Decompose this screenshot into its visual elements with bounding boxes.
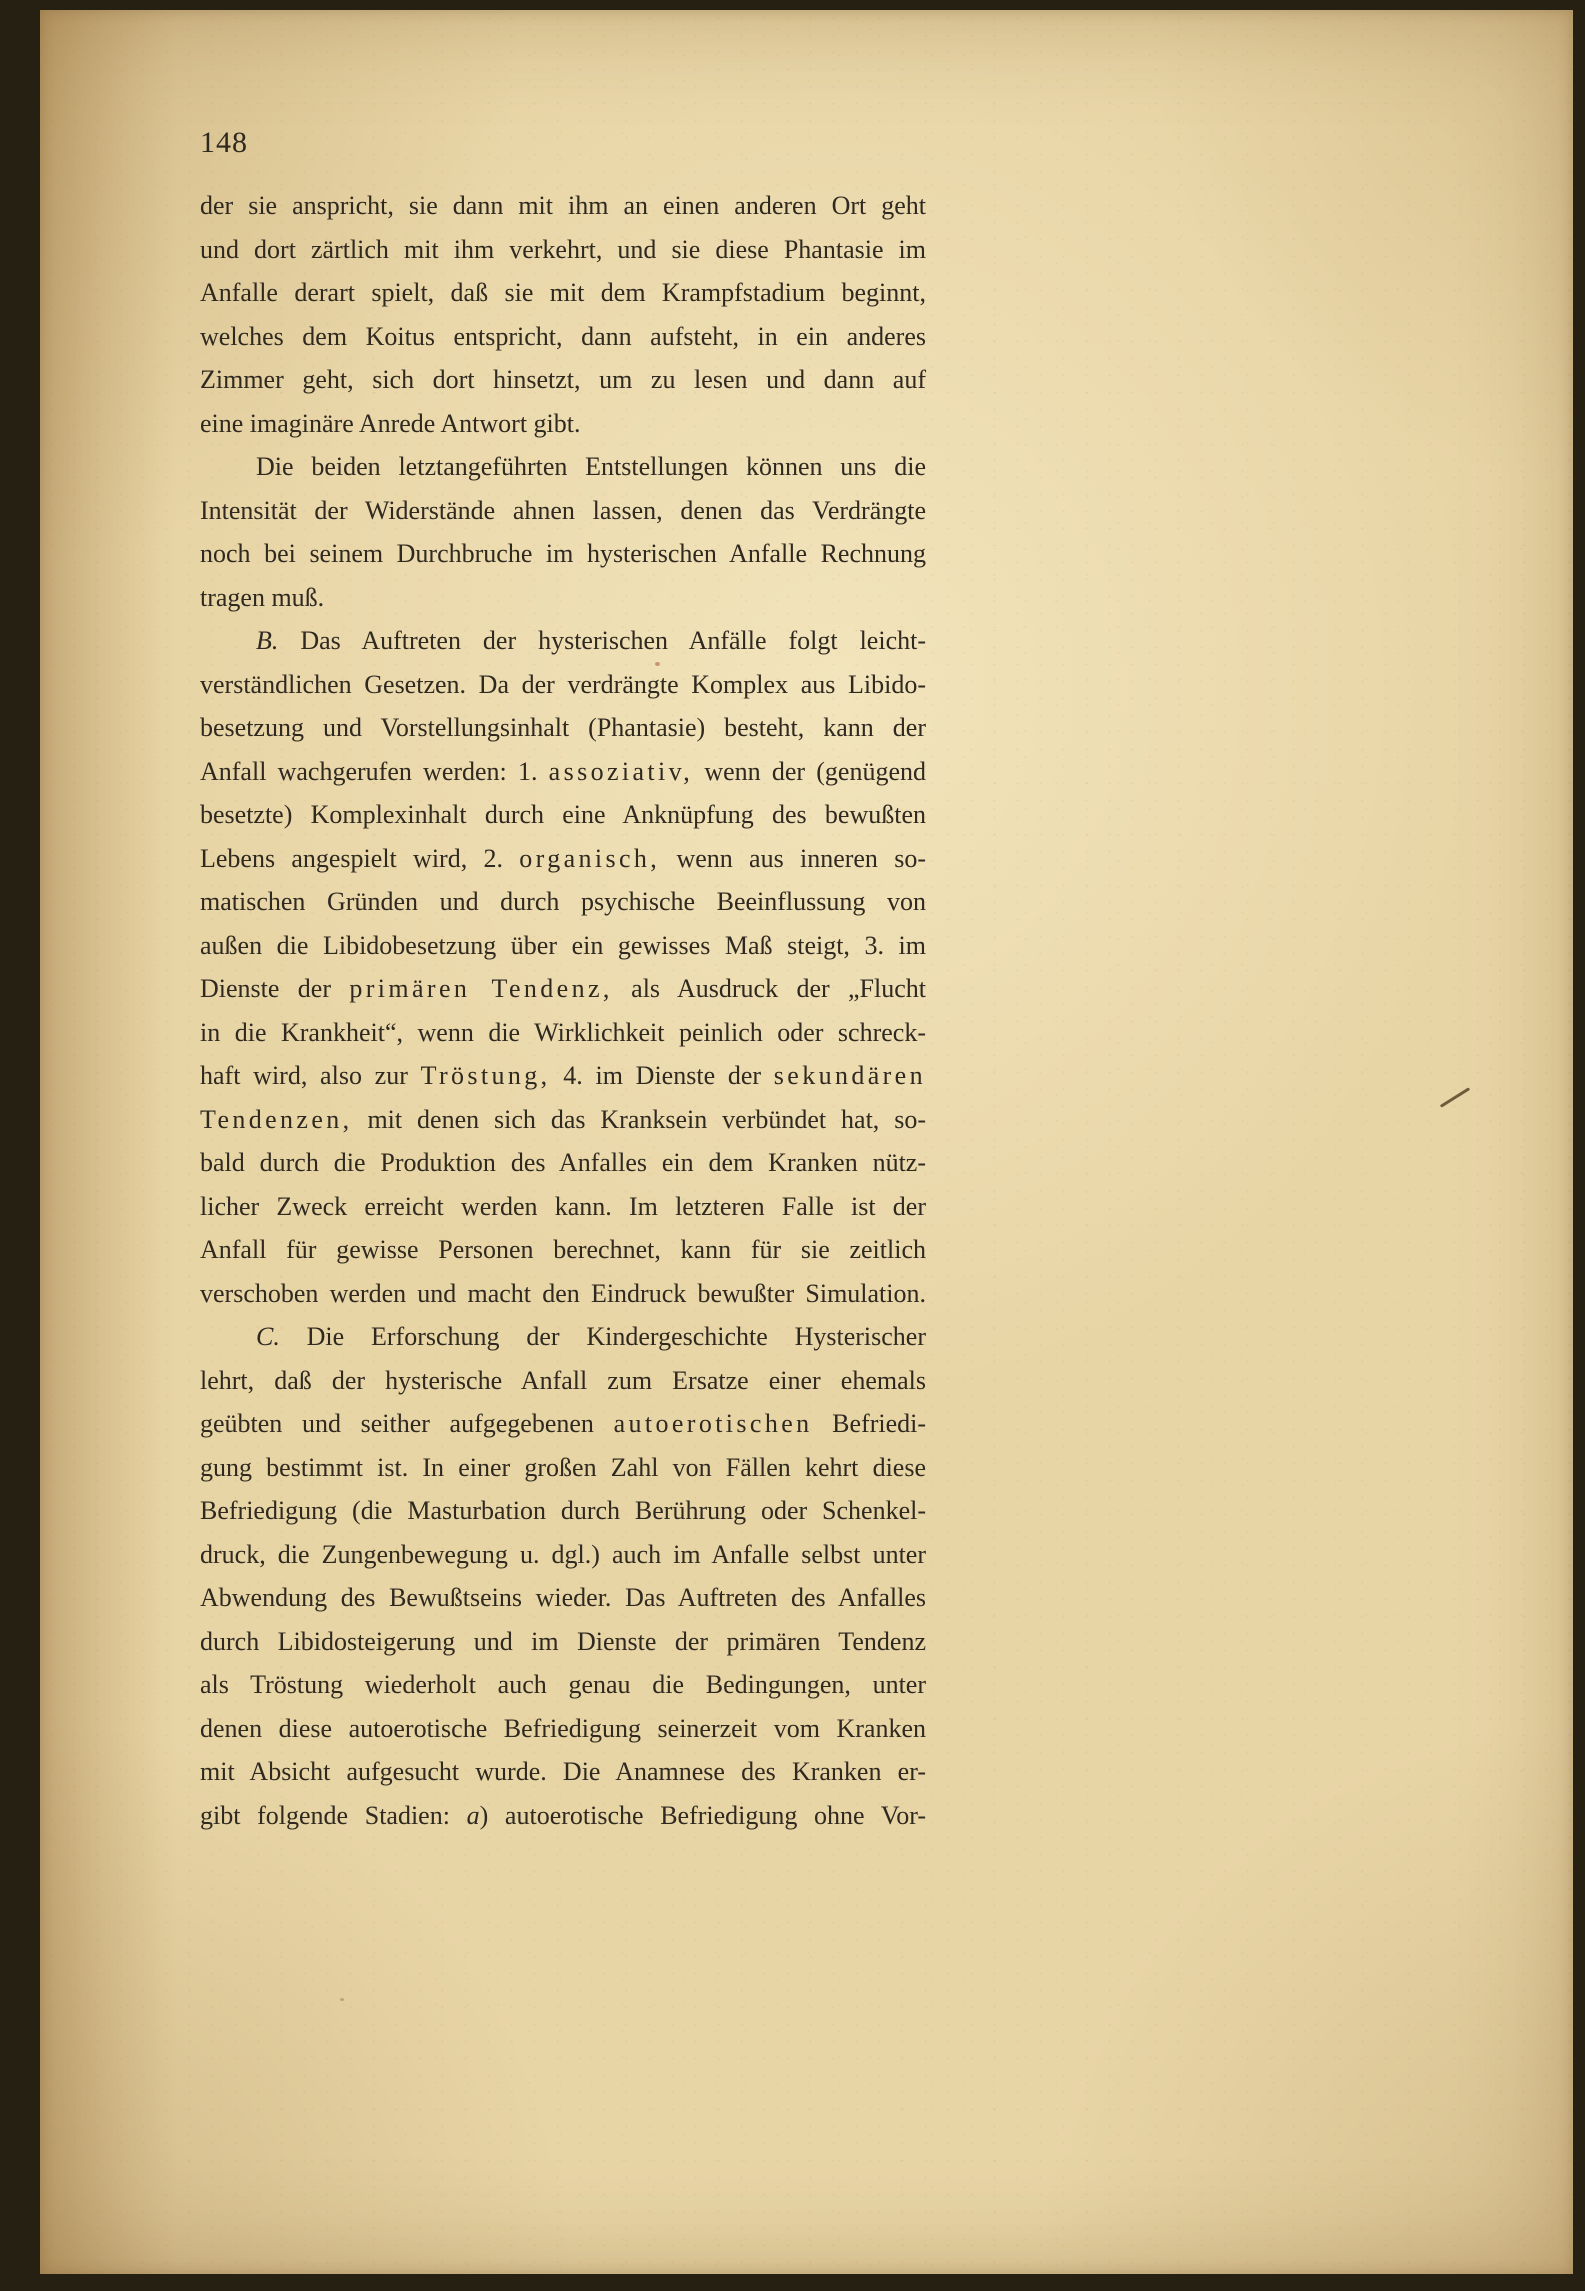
text-line [200, 228, 926, 272]
text-run: licher Zweck erreicht werden kann. Im letzteren Falle ist der [200, 1191, 926, 1221]
text-line [200, 1272, 926, 1316]
text-line [200, 880, 926, 924]
text-run: ) autoerotische Befriedigung ohne Vor- [479, 1800, 926, 1830]
text-run: Anfall wachgerufen werden: 1. [200, 756, 549, 786]
text-run: welches dem Koitus entspricht, dann aufsteht, in ein anderes [200, 321, 926, 351]
text-line [200, 1228, 926, 1272]
text-run: mit Absicht aufgesucht wurde. Die Anamnese des Kranken er- [200, 1757, 926, 1786]
text-run: verschoben werden und macht den Eindruck bewußter Simulation. [200, 1278, 926, 1308]
text-run: Abwendung des Bewußtseins wieder. Das Auftreten des Anfalles [200, 1583, 926, 1612]
text-run: Das Auftreten der hysterischen Anfälle folgt leicht- [278, 626, 926, 655]
text-line [200, 1185, 926, 1229]
text-run: sekundären [773, 1061, 926, 1090]
text-line [200, 1794, 926, 1838]
text-line [200, 1446, 926, 1490]
text-run: noch bei seinem Durchbruche im hysterischen Anfalle Rechnung [200, 539, 926, 568]
text-line [200, 793, 926, 837]
text-run: geübten und seither aufgegebenen [200, 1409, 614, 1438]
text-run: Befriedi- [812, 1409, 927, 1438]
text-run: Die beiden letztangeführten Entstellungen können uns die [256, 452, 926, 481]
text-line [200, 576, 926, 620]
text-line [200, 750, 926, 794]
text-run: wenn der (genügend [693, 756, 926, 786]
text-line [200, 1533, 926, 1577]
text-run: Intensität der Widerstände ahnen lassen, denen das Verdrängte [200, 495, 926, 525]
text-run: außen die Libidobesetzung über ein gewisses Maß steigt, 3. im [200, 930, 926, 960]
page-number: 148 [200, 126, 248, 159]
text-run: besetzung und Vorstellungsinhalt (Phantasie) besteht, kann der [200, 713, 926, 742]
text-run: der sie anspricht, sie dann mit ihm an einen anderen Ort geht [200, 191, 926, 220]
text-run: als Ausdruck der „Flucht [612, 974, 926, 1003]
text-line [200, 445, 926, 489]
text-run: tragen muß. [200, 582, 325, 612]
text-line [200, 1098, 926, 1142]
text-run: gung bestimmt ist. In einer großen Zahl von Fällen kehrt diese [200, 1452, 926, 1482]
text-line [200, 1576, 926, 1620]
text-line [200, 837, 926, 881]
text-run: Dienste der [200, 974, 350, 1003]
text-line [200, 663, 926, 707]
text-line [200, 271, 926, 315]
text-line [200, 967, 926, 1011]
text-run: matischen Gründen und durch psychische Beeinflussung von [200, 887, 926, 916]
text-line [200, 184, 926, 228]
scan-mark-speck [340, 1998, 344, 2001]
text-run: Befriedigung (die Masturbation durch Berührung oder Schenkel- [200, 1496, 926, 1525]
text-line [200, 489, 926, 533]
text-run: Anfall für gewisse Personen berechnet, kann für sie zeitlich [200, 1235, 926, 1264]
text-run: eine imaginäre Anrede Antwort gibt. [200, 408, 581, 438]
text-run: verständlichen Gesetzen. Da der verdrängte Komplex aus Libido- [200, 669, 926, 699]
text-run: wenn aus inneren so- [660, 843, 926, 873]
text-line [200, 1359, 926, 1403]
text-line [200, 1054, 926, 1098]
text-run: 4. im Dienste der [550, 1061, 774, 1090]
text-line [200, 1011, 926, 1055]
text-line [200, 619, 926, 663]
text-line [200, 1315, 926, 1359]
text-run: druck, die Zungenbewegung u. dgl.) auch im Anfalle selbst unter [200, 1539, 926, 1569]
text-run: C. [256, 1322, 280, 1351]
text-line [200, 924, 926, 968]
text-run: organisch, [519, 843, 661, 873]
text-run: und dort zärtlich mit ihm verkehrt, und sie diese Phantasie im [200, 234, 926, 264]
text-run: Zimmer geht, sich dort hinsetzt, um zu lesen und dann auf [200, 365, 926, 394]
text-run: Anfalle derart spielt, daß sie mit dem Krampfstadium beginnt, [200, 278, 926, 307]
text-line [200, 532, 926, 576]
text-line [200, 1489, 926, 1533]
text-line [200, 315, 926, 359]
text-line [200, 1620, 926, 1664]
text-run: lehrt, daß der hysterische Anfall zum Ersatze einer ehemals [200, 1365, 926, 1395]
text-run: assoziativ, [548, 756, 694, 786]
text-run: besetzte) Komplexinhalt durch eine Anknüpfung des bewußten [200, 800, 926, 829]
text-run: mit denen sich das Kranksein verbündet hat, so- [352, 1104, 926, 1134]
book-page [40, 10, 1573, 2274]
text-line [200, 358, 926, 402]
text-line [200, 1707, 926, 1751]
text-run: bald durch die Produktion des Anfalles ein dem Kranken nütz- [200, 1148, 926, 1177]
text-line [200, 402, 926, 446]
text-line [200, 1402, 926, 1446]
text-run: autoerotischen [613, 1409, 813, 1438]
text-run: Tendenzen, [200, 1104, 353, 1134]
text-run: B. [256, 626, 279, 655]
text-run: haft wird, also zur [200, 1061, 421, 1090]
text-line [200, 706, 926, 750]
text-run: denen diese autoerotische Befriedigung seinerzeit vom Kranken [200, 1713, 926, 1743]
text-run: Lebens angespielt wird, 2. [200, 843, 520, 873]
text-line [200, 1750, 926, 1794]
text-run: a [466, 1800, 480, 1830]
text-run: Tröstung, [420, 1061, 551, 1090]
scan-mark-slash [1440, 1087, 1470, 1108]
text-line [200, 1141, 926, 1185]
text-run: Die Erforschung der Kindergeschichte Hysterischer [279, 1322, 926, 1351]
text-run: in die Krankheit“, wenn die Wirklichkeit peinlich oder schreck- [200, 1017, 926, 1047]
page-text [200, 184, 926, 1837]
text-run: als Tröstung wiederholt auch genau die Bedingungen, unter [200, 1670, 926, 1699]
text-line [200, 1663, 926, 1707]
text-run: primären Tendenz, [349, 974, 613, 1003]
text-run: gibt folgende Stadien: [200, 1800, 467, 1830]
text-run: durch Libidosteigerung und im Dienste der primären Tendenz [200, 1626, 926, 1656]
